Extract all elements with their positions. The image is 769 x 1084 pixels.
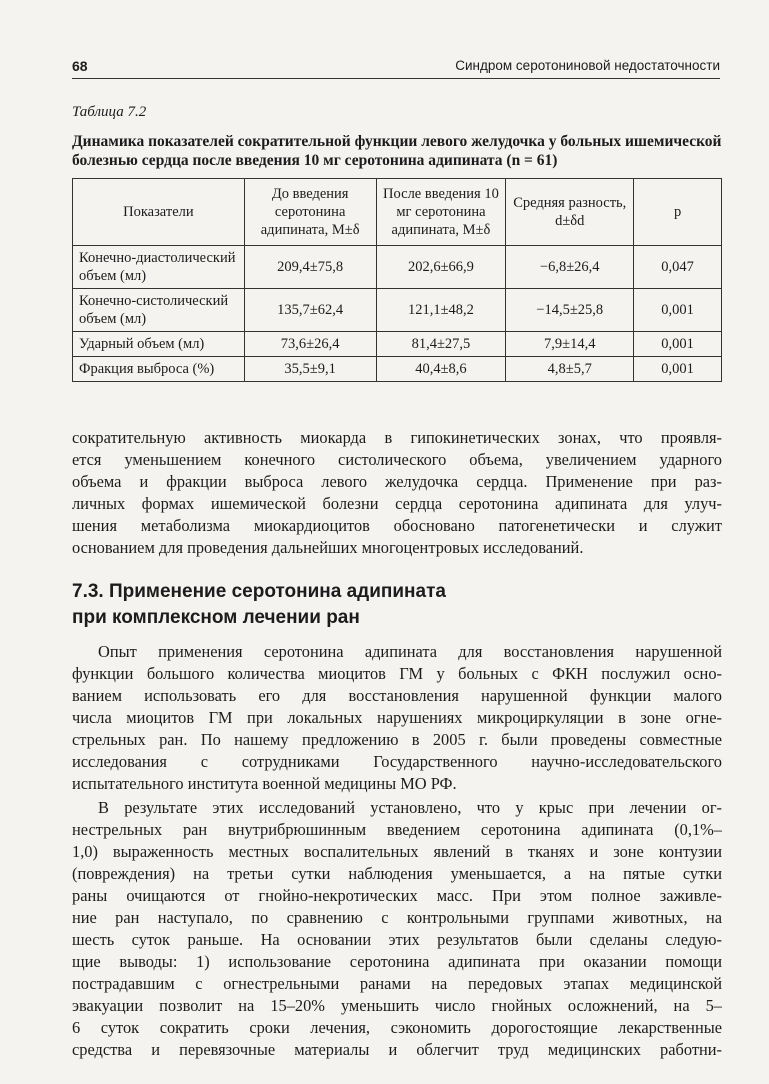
text-line: стрельных ран. По нашему предложению в 2005 г. были проведены совместные (72, 730, 722, 749)
section-heading (72, 579, 722, 631)
table-label: Таблица 7.2 (72, 104, 147, 120)
text-line: раны очищаются от гнойно-некротических масс. При этом полное заживле- (72, 886, 722, 905)
text-line: 1,0) выраженность местных воспалительных явлений в тканях и зоне контузии (72, 842, 722, 861)
body-paragraph-3 (72, 797, 722, 1061)
text-line: щие выводы: 1) использование серотонина адипината при оказании помощи (72, 952, 722, 971)
table-row (73, 289, 722, 332)
column-header: Показатели (73, 179, 245, 246)
text-line: эвакуации позволит на 15–20% уменьшить число гнойных осложнений, на 5– (72, 996, 722, 1015)
text-line: шения метаболизма миокардиоцитов обосновано патогенетически и служит (72, 516, 722, 535)
table-cell: −6,8±26,4 (506, 246, 634, 289)
text-line: нестрельных ран внутрибрюшинным введением серотонина адипината (0,1%– (72, 820, 722, 839)
text-line: сократительную активность миокарда в гипокинетических зонах, что проявля- (72, 428, 722, 447)
data-table (72, 178, 722, 382)
body-paragraph-2 (72, 641, 722, 795)
row-label: Конечно-систолический объем (мл) (73, 289, 245, 332)
table-cell: 0,001 (634, 357, 722, 382)
table-row (73, 246, 722, 289)
table-cell: 0,047 (634, 246, 722, 289)
section-heading-line: при комплексном лечении ран (72, 607, 360, 628)
table-cell: 4,8±5,7 (506, 357, 634, 382)
text-line: ние ран наступало, по сравнению с контрольными группами животных, на (72, 908, 722, 927)
table-cell: 121,1±48,2 (376, 289, 506, 332)
column-header: До введения серотонина адипината, M±δ (244, 179, 376, 246)
table-cell: −14,5±25,8 (506, 289, 634, 332)
text-line: ванием использовать его для восстановления нарушенной функции малого (72, 686, 722, 705)
running-title: Синдром серотониновой недостаточности (455, 58, 720, 73)
column-header: p (634, 179, 722, 246)
text-line: (повреждения) на третьи сутки наблюдения уменьшается, а на пятые сутки (72, 864, 722, 883)
table-cell: 135,7±62,4 (244, 289, 376, 332)
text-line: испытательного института военной медицины МО РФ. (72, 774, 457, 793)
column-header: После введения 10 мг серотонина адипината, M±δ (376, 179, 506, 246)
table-row (73, 357, 722, 382)
table-cell: 73,6±26,4 (244, 332, 376, 357)
text-line: функции большого количества миоцитов ГМ у больных с ФКН послужил осно- (72, 664, 722, 683)
text-line: 6 суток сократить сроки лечения, сэкономить дорогостоящие лекарственные (72, 1018, 722, 1037)
text-line: Опыт применения серотонина адипината для восстановления нарушенной (98, 642, 722, 661)
page-header (72, 56, 720, 78)
table-title: Динамика показателей сократительной функции левого желудочка у больных ишемической болезнью сердца после введения 10 мг серотонина адипината (n = 61) (72, 133, 722, 169)
row-label: Ударный объем (мл) (73, 332, 245, 357)
text-line: числа миоцитов ГМ при локальных нарушениях микроциркуляции в зоне огне- (72, 708, 722, 727)
text-line: средства и перевязочные материалы и облегчит труд медицинских работни- (72, 1040, 722, 1059)
table-cell: 40,4±8,6 (376, 357, 506, 382)
table-row (73, 332, 722, 357)
text-line: В результате этих исследований установлено, что у крыс при лечении ог- (98, 798, 722, 817)
table-cell: 0,001 (634, 289, 722, 332)
row-label: Фракция выброса (%) (73, 357, 245, 382)
text-line: объема и фракции выброса левого желудочка сердца. Применение при раз- (72, 472, 722, 491)
row-label: Конечно-диастолический объем (мл) (73, 246, 245, 289)
table-cell: 0,001 (634, 332, 722, 357)
table-cell: 7,9±14,4 (506, 332, 634, 357)
text-line: пострадавшим с огнестрельными ранами на передовых этапах медицинской (72, 974, 722, 993)
table-cell: 209,4±75,8 (244, 246, 376, 289)
section-heading-line: 7.3. Применение серотонина адипината (72, 581, 446, 602)
text-line: личных формах ишемической болезни сердца серотонина адипината для улуч- (72, 494, 722, 513)
text-line: исследования с сотрудниками Государственного научно-исследовательского (72, 752, 722, 771)
table-header-row (73, 179, 722, 246)
table-cell: 81,4±27,5 (376, 332, 506, 357)
column-header: Средняя разность, d±δd (506, 179, 634, 246)
table-cell: 35,5±9,1 (244, 357, 376, 382)
text-line: шесть суток раньше. На основании этих результатов были сделаны следую- (72, 930, 722, 949)
text-line: ется уменьшением конечного систолического объема, увеличением ударного (72, 450, 722, 469)
body-paragraph-1 (72, 427, 722, 559)
header-rule (72, 78, 720, 79)
table-cell: 202,6±66,9 (376, 246, 506, 289)
page-number: 68 (72, 58, 88, 74)
text-line: основанием для проведения дальнейших многоцентровых исследований. (72, 538, 584, 557)
